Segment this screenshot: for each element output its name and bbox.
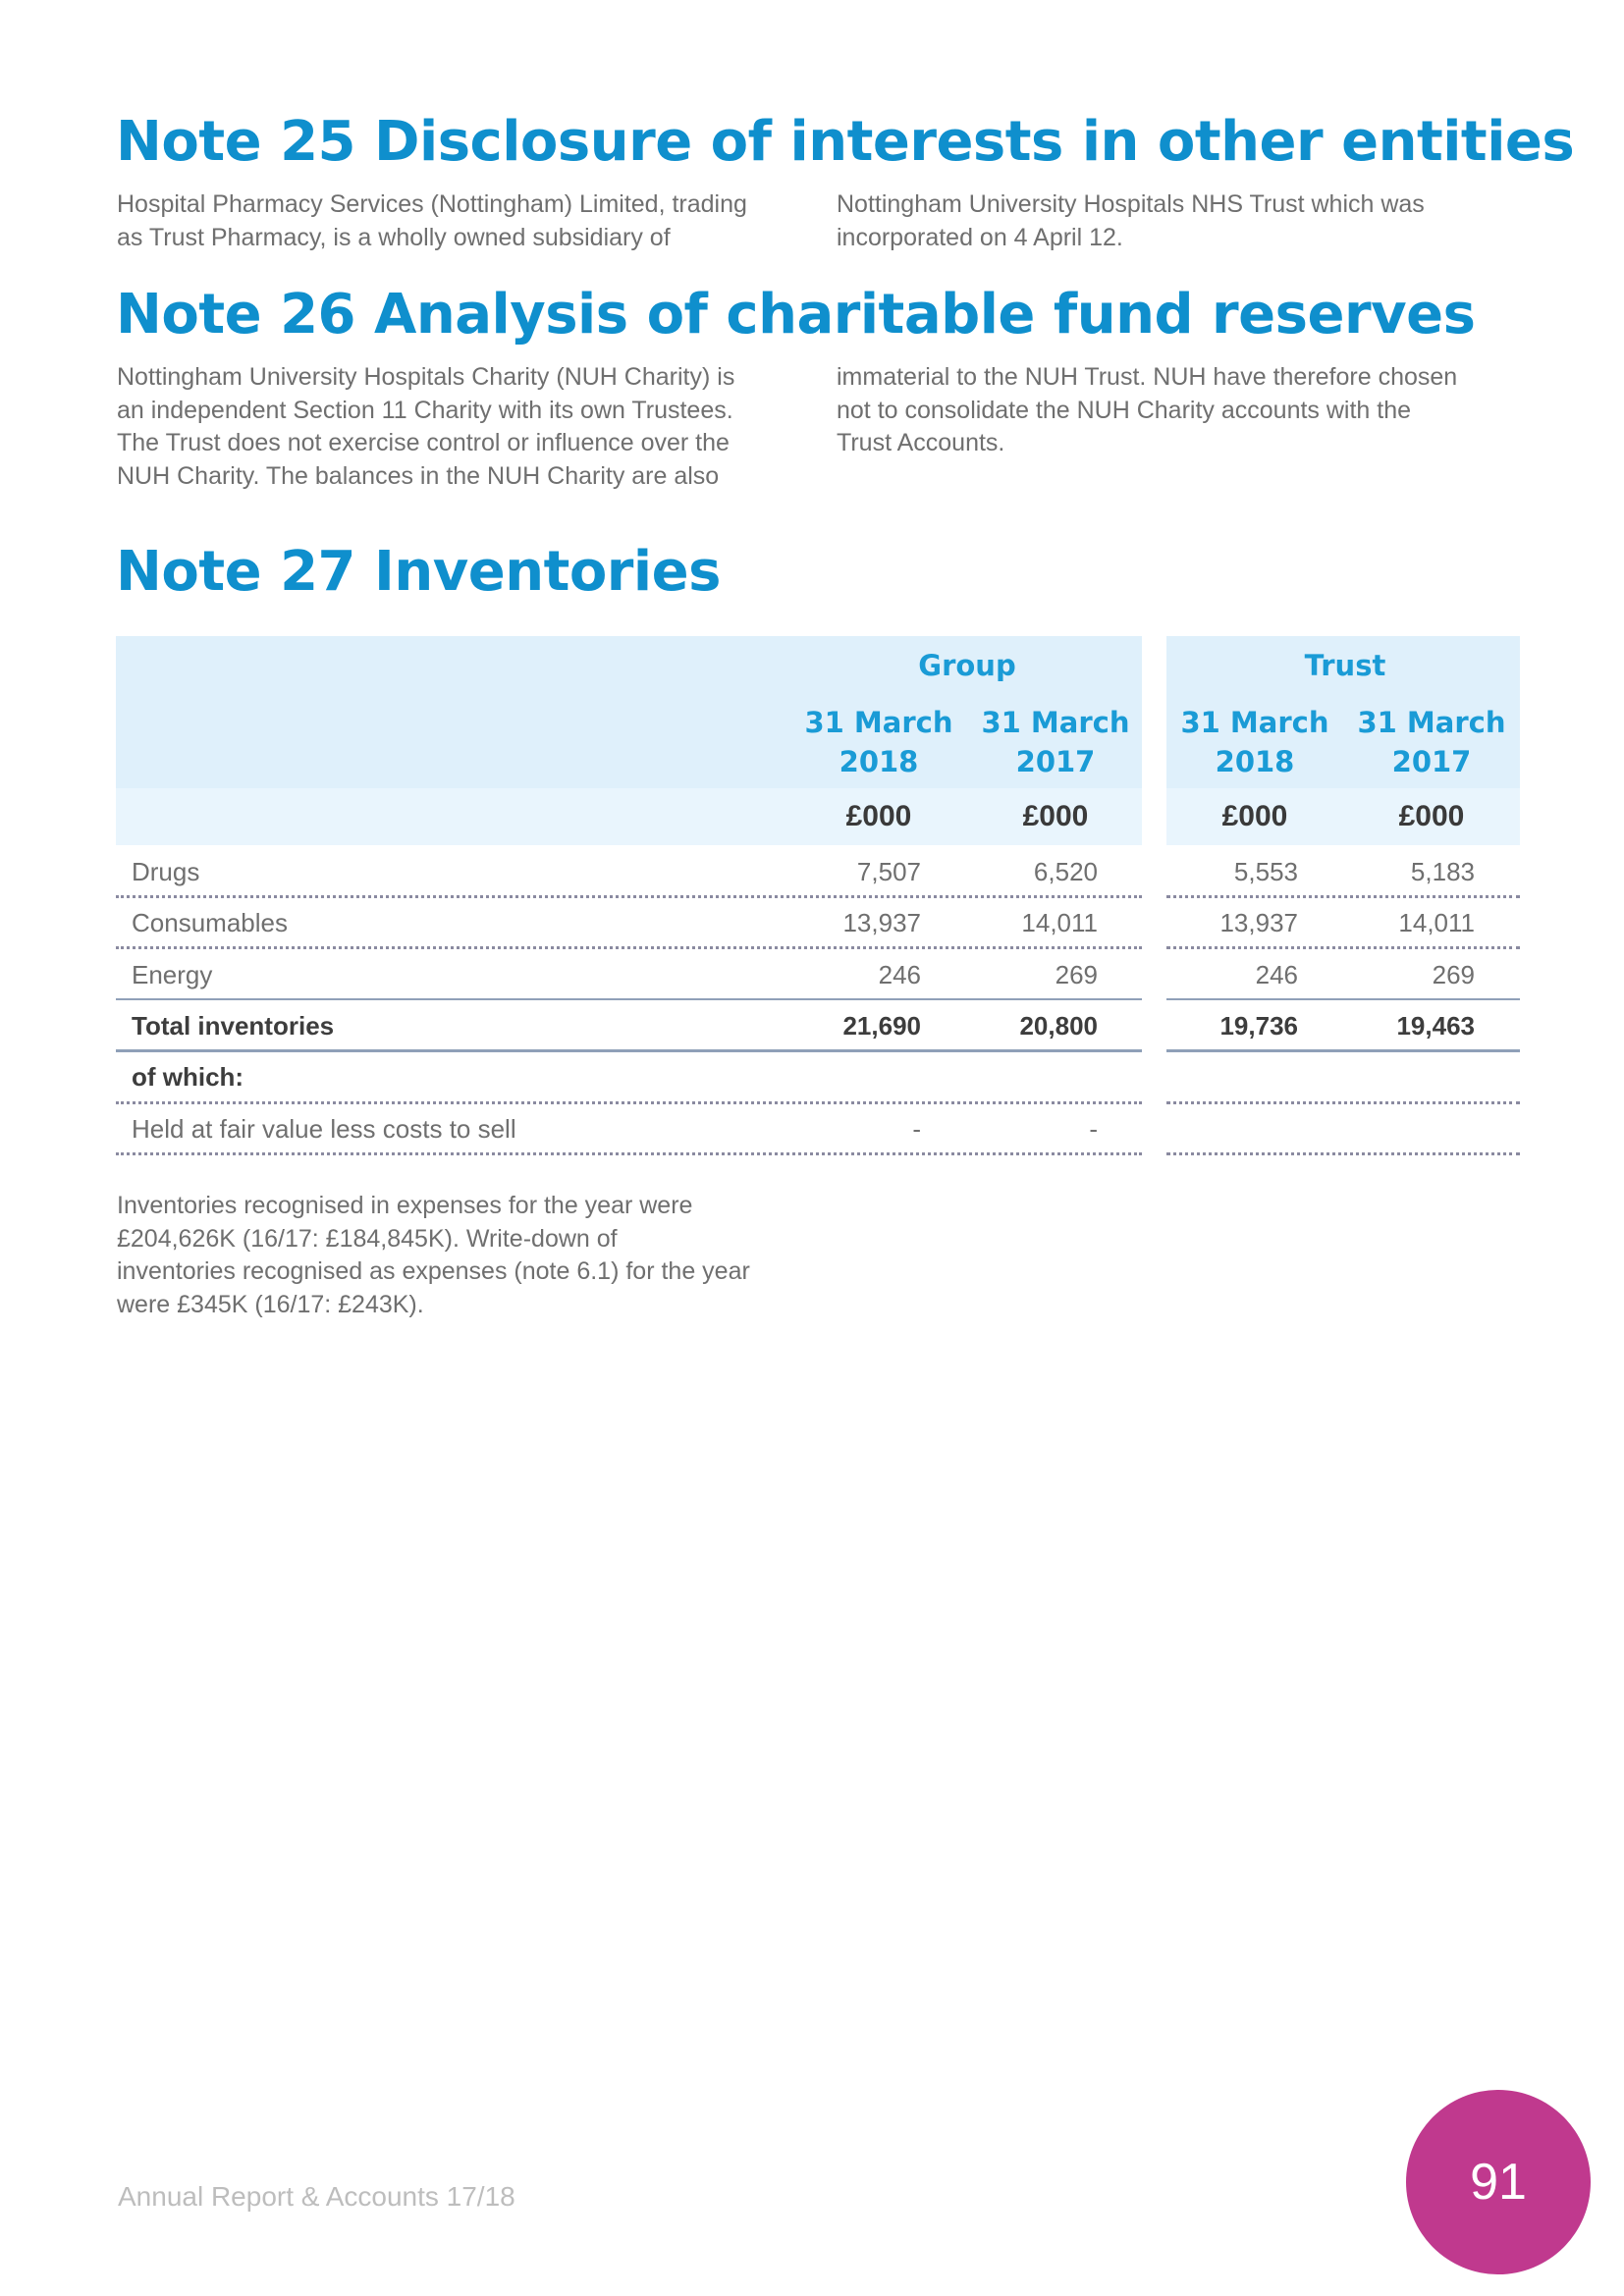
note-25-paragraph-col1 (117, 188, 804, 254)
cell-value-total: 19,463 (1396, 1011, 1475, 1041)
cell-value: 6,520 (1033, 857, 1098, 886)
date-column-header (977, 703, 1134, 781)
cell-value-total: 20,800 (1019, 1011, 1098, 1041)
row-divider (1166, 1101, 1520, 1104)
row-divider (116, 998, 1142, 1000)
text-line: immaterial to the NUH Trust. NUH have therefore chosen (837, 363, 1458, 391)
row-label-energy: Energy (132, 960, 213, 989)
text-line: Nottingham University Hospitals Charity (NUH Charity) is (117, 363, 735, 391)
date-header-line2: 2018 (839, 745, 919, 778)
unit-label: £000 (1398, 800, 1465, 832)
date-column-header (1353, 703, 1510, 781)
note-26-paragraph-col1 (117, 361, 824, 493)
note-26-heading: Note 26 Analysis of charitable fund reserves (116, 283, 1476, 347)
page-number-badge (1406, 2090, 1591, 2274)
cell-value: 5,553 (1233, 857, 1298, 886)
text-line: not to consolidate the NUH Charity accounts with the (837, 396, 1412, 424)
row-label-of-which: of which: (132, 1062, 244, 1092)
cell-value: 13,937 (1219, 908, 1298, 937)
cell-value: 269 (1055, 960, 1098, 989)
text-line: Nottingham University Hospitals NHS Trust which was (837, 190, 1425, 218)
date-column-header (800, 703, 957, 781)
text-line: incorporated on 4 April 12. (837, 223, 1123, 251)
row-divider (1166, 895, 1520, 898)
row-divider (116, 1152, 1142, 1155)
text-line: Trust Accounts. (837, 429, 1005, 456)
row-label-total-inventories: Total inventories (132, 1011, 335, 1041)
text-line: Hospital Pharmacy Services (Nottingham) Limited, trading (117, 190, 747, 218)
cell-value: 246 (878, 960, 921, 989)
row-label-held-at-fair-value: Held at fair value less costs to sell (132, 1114, 516, 1144)
unit-label: £000 (845, 800, 912, 832)
text-line: inventories recognised as expenses (note 6.1) for the year (117, 1257, 750, 1285)
group-column-header: Group (918, 649, 1016, 682)
cell-value: 13,937 (842, 908, 921, 937)
text-line: NUH Charity. The balances in the NUH Charity are also (117, 461, 720, 490)
note-26-paragraph-col2 (837, 361, 1543, 460)
row-divider (1166, 998, 1520, 1000)
cell-value: 14,011 (1021, 908, 1098, 937)
note-27-heading: Note 27 Inventories (116, 540, 721, 604)
text-line: were £345K (16/17: £243K). (117, 1290, 424, 1318)
note-25-paragraph-col2 (837, 188, 1524, 254)
date-header-line2: 2017 (1391, 745, 1472, 778)
cell-value-total: 19,736 (1219, 1011, 1298, 1041)
date-header-line2: 2017 (1015, 745, 1096, 778)
date-header-line1: 31 March (1357, 706, 1506, 739)
cell-value: 269 (1432, 960, 1475, 989)
row-divider (1166, 1152, 1520, 1155)
row-divider (116, 1049, 1142, 1052)
cell-value-total: 21,690 (842, 1011, 921, 1041)
row-divider (116, 1101, 1142, 1104)
report-title-footer: Annual Report & Accounts 17/18 (118, 2181, 515, 2212)
row-label-drugs: Drugs (132, 857, 200, 886)
row-divider (1166, 1049, 1520, 1052)
unit-label: £000 (1221, 800, 1288, 832)
row-label-consumables: Consumables (132, 908, 288, 937)
text-line: £204,626K (16/17: £184,845K). Write-down of (117, 1224, 618, 1253)
text-line: an independent Section 11 Charity with its own Trustees. (117, 396, 733, 424)
trust-column-header: Trust (1304, 649, 1386, 682)
date-column-header (1176, 703, 1333, 781)
cell-value: 246 (1255, 960, 1298, 989)
cell-value: - (912, 1114, 921, 1144)
note-25-heading: Note 25 Disclosure of interests in other entities (116, 110, 1575, 174)
date-header-line2: 2018 (1215, 745, 1295, 778)
row-divider (116, 946, 1142, 949)
cell-value: 14,011 (1398, 908, 1475, 937)
inventories-footnote (117, 1190, 824, 1321)
unit-label: £000 (1022, 800, 1089, 832)
row-divider (116, 895, 1142, 898)
text-line: as Trust Pharmacy, is a wholly owned subsidiary of (117, 223, 671, 251)
date-header-line1: 31 March (804, 706, 953, 739)
cell-value: - (1089, 1114, 1098, 1144)
row-divider (1166, 946, 1520, 949)
cell-value: 5,183 (1410, 857, 1475, 886)
date-header-line1: 31 March (1180, 706, 1329, 739)
date-header-line1: 31 March (981, 706, 1130, 739)
text-line: Inventories recognised in expenses for the year were (117, 1192, 693, 1219)
page-number: 91 (1470, 2154, 1527, 2211)
text-line: The Trust does not exercise control or influence over the (117, 429, 730, 456)
cell-value: 7,507 (856, 857, 921, 886)
